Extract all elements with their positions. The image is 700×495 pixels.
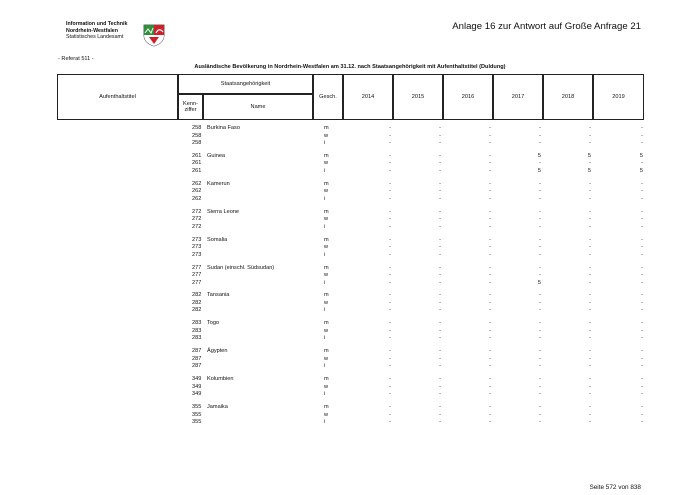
gender-label: i [324, 391, 326, 398]
gender-label: i [324, 140, 326, 146]
value-cell: - [589, 320, 591, 327]
value-cell: - [539, 188, 541, 195]
value-cell: - [489, 279, 491, 286]
country-name: Somalia [207, 236, 228, 243]
value-cell: - [489, 180, 491, 187]
value-cell: - [389, 236, 391, 243]
value-cell: - [439, 167, 441, 174]
value-cell: - [641, 140, 643, 146]
header-staatsangehoerigkeit: Staatsangehörigkeit [178, 74, 313, 94]
value-cell: - [489, 264, 491, 271]
gender-label: m [324, 236, 329, 243]
value-cell: - [439, 411, 441, 418]
country-code: 273 [192, 236, 202, 243]
value-cell: - [539, 363, 541, 370]
value-cell: - [589, 208, 591, 215]
gender-label: m [324, 152, 329, 159]
gender-label: w [324, 272, 329, 278]
value-cell: - [641, 195, 643, 202]
gender-label: m [324, 180, 329, 187]
value-cell: - [439, 251, 441, 258]
header-aufenthaltstitel: Aufenthaltstitel [57, 74, 178, 120]
value-cell: - [539, 125, 541, 131]
gender-label: m [324, 208, 329, 215]
value-cell: - [641, 348, 643, 355]
value-cell: - [489, 140, 491, 146]
value-cell: - [641, 180, 643, 187]
value-cell: - [489, 355, 491, 362]
value-cell: - [489, 335, 491, 342]
org-name [66, 21, 127, 41]
value-cell: - [389, 327, 391, 334]
value-cell: - [439, 419, 441, 425]
gender-label: w [324, 216, 329, 223]
value-cell: - [489, 327, 491, 334]
value-cell: - [589, 391, 591, 398]
value-cell: - [641, 208, 643, 215]
gender-label: w [324, 160, 329, 167]
gender-label: i [324, 363, 326, 370]
value-cell: - [589, 264, 591, 271]
value-cell: - [389, 292, 391, 299]
country-code: 349 [192, 383, 202, 390]
value-cell: - [439, 223, 441, 230]
value-cell: - [641, 335, 643, 342]
value-cell: - [489, 411, 491, 418]
value-cell: - [439, 327, 441, 334]
value-cell: - [589, 279, 591, 286]
value-cell: - [539, 404, 541, 410]
value-cell: - [539, 307, 541, 314]
value-cell: - [641, 216, 643, 223]
value-cell: - [641, 279, 643, 286]
value-cell: - [641, 383, 643, 390]
value-cell: - [641, 355, 643, 362]
country-code: 283 [192, 327, 202, 334]
table-title: Ausländische Bevölkerung in Nordrhein-Westfalen am 31.12. nach Staatsangehörigkeit mit Aufenthaltstitel (Duldung) [194, 64, 506, 70]
gender-label: m [324, 348, 329, 355]
value-cell: - [439, 264, 441, 271]
value-cell: - [489, 132, 491, 139]
page-number: Seite 572 von 838 [589, 484, 641, 491]
value-cell: 5 [537, 152, 541, 159]
value-cell: - [489, 125, 491, 131]
value-cell: 5 [639, 152, 643, 159]
value-cell: 5 [537, 279, 541, 286]
value-cell: - [589, 404, 591, 410]
value-cell: - [439, 348, 441, 355]
country-name: Sudan (einschl. Südsudan) [207, 264, 275, 271]
value-cell: - [489, 188, 491, 195]
value-cell: - [489, 383, 491, 390]
value-cell: - [439, 272, 441, 278]
country-code: 273 [192, 244, 202, 251]
value-cell: - [589, 363, 591, 370]
value-cell: - [439, 376, 441, 383]
value-cell: - [489, 272, 491, 278]
header-year-2019: 2019 [593, 74, 644, 120]
country-code: 262 [192, 180, 202, 187]
value-cell: - [439, 216, 441, 223]
value-cell: - [589, 327, 591, 334]
value-cell: - [539, 140, 541, 146]
value-cell: - [389, 376, 391, 383]
country-code: 272 [192, 208, 202, 215]
value-cell: - [489, 152, 491, 159]
value-cell: - [439, 188, 441, 195]
gender-label: m [324, 125, 329, 131]
value-cell: - [389, 363, 391, 370]
value-cell: - [489, 320, 491, 327]
value-cell: - [439, 335, 441, 342]
value-cell: - [439, 160, 441, 167]
gender-label: i [324, 251, 326, 258]
gender-label: i [324, 419, 326, 425]
value-cell: - [389, 180, 391, 187]
country-name: Kolumbien [207, 376, 234, 383]
value-cell: - [539, 391, 541, 398]
value-cell: - [641, 327, 643, 334]
value-cell: - [641, 223, 643, 230]
value-cell: - [539, 335, 541, 342]
value-cell: - [589, 355, 591, 362]
country-code: 272 [192, 216, 202, 223]
value-cell: - [389, 195, 391, 202]
country-code: 273 [192, 251, 202, 258]
value-cell: - [389, 299, 391, 306]
value-cell: - [489, 419, 491, 425]
value-cell: - [489, 251, 491, 258]
value-cell: - [539, 208, 541, 215]
value-cell: 5 [537, 167, 541, 174]
value-cell: - [489, 299, 491, 306]
value-cell: - [641, 236, 643, 243]
value-cell: - [389, 404, 391, 410]
value-cell: - [439, 292, 441, 299]
header-kennziffer: Kenn- ziffer [178, 94, 203, 120]
value-cell: - [539, 216, 541, 223]
country-name: Jamaika [207, 404, 228, 410]
country-name: Tansania [207, 292, 230, 299]
country-name: Ägypten [207, 348, 228, 355]
value-cell: - [439, 236, 441, 243]
header-year-2018: 2018 [543, 74, 593, 120]
value-cell: - [539, 180, 541, 187]
value-cell: - [641, 125, 643, 131]
value-cell: - [539, 292, 541, 299]
value-cell: - [439, 140, 441, 146]
value-cell: - [539, 411, 541, 418]
country-code: 277 [192, 279, 202, 286]
header-year-2015: 2015 [393, 74, 443, 120]
gender-label: m [324, 320, 329, 327]
value-cell: - [489, 236, 491, 243]
value-cell: - [641, 132, 643, 139]
value-cell: - [641, 376, 643, 383]
value-cell: - [389, 216, 391, 223]
value-cell: - [439, 299, 441, 306]
country-name: Sierra Leone [207, 208, 240, 215]
value-cell: - [489, 244, 491, 251]
country-code: 261 [192, 152, 202, 159]
country-code: 262 [192, 195, 202, 202]
value-cell: - [539, 272, 541, 278]
value-cell: - [389, 160, 391, 167]
value-cell: - [439, 125, 441, 131]
value-cell: - [489, 167, 491, 174]
value-cell: - [641, 320, 643, 327]
value-cell: - [389, 223, 391, 230]
value-cell: - [489, 348, 491, 355]
value-cell: - [439, 208, 441, 215]
value-cell: - [489, 376, 491, 383]
value-cell: - [489, 292, 491, 299]
value-cell: - [641, 272, 643, 278]
value-cell: - [439, 363, 441, 370]
value-cell: - [641, 264, 643, 271]
value-cell: - [439, 180, 441, 187]
value-cell: - [439, 152, 441, 159]
org-line-2: Nordrhein-Westfalen [66, 27, 118, 34]
country-code: 349 [192, 391, 202, 398]
value-cell: - [589, 348, 591, 355]
country-code: 272 [192, 223, 202, 230]
gender-label: w [324, 299, 329, 306]
value-cell: - [539, 327, 541, 334]
country-code: 355 [192, 419, 202, 425]
value-cell: - [389, 140, 391, 146]
header-gesch: Gesch. [313, 74, 343, 120]
value-cell: - [389, 251, 391, 258]
gender-label: i [324, 195, 326, 202]
value-cell: - [589, 292, 591, 299]
country-code: 282 [192, 292, 202, 299]
value-cell: - [589, 216, 591, 223]
value-cell: - [641, 299, 643, 306]
country-code: 282 [192, 307, 202, 314]
value-cell: - [641, 244, 643, 251]
country-code: 283 [192, 320, 202, 327]
gender-label: w [324, 355, 329, 362]
header-year-2016: 2016 [443, 74, 493, 120]
value-cell: - [389, 264, 391, 271]
value-cell: - [489, 404, 491, 410]
gender-label: m [324, 292, 329, 299]
value-cell: - [489, 208, 491, 215]
value-cell: - [389, 411, 391, 418]
value-cell: - [589, 132, 591, 139]
value-cell: - [489, 223, 491, 230]
gender-label: i [324, 223, 326, 230]
country-code: 287 [192, 363, 202, 370]
value-cell: - [389, 320, 391, 327]
value-cell: - [389, 348, 391, 355]
value-cell: - [641, 411, 643, 418]
org-line-3: Statistisches Landesamt [66, 34, 124, 41]
value-cell: - [589, 236, 591, 243]
gender-label: w [324, 411, 329, 418]
value-cell: - [439, 404, 441, 410]
value-cell: - [389, 383, 391, 390]
value-cell: - [489, 391, 491, 398]
value-cell: - [539, 383, 541, 390]
country-code: 287 [192, 355, 202, 362]
value-cell: - [589, 251, 591, 258]
value-cell: - [539, 236, 541, 243]
gender-label: w [324, 327, 329, 334]
value-cell: - [589, 383, 591, 390]
gender-label: i [324, 307, 326, 314]
value-cell: - [539, 132, 541, 139]
value-cell: - [539, 251, 541, 258]
value-cell: - [439, 244, 441, 251]
value-cell: 5 [587, 152, 591, 159]
value-cell: - [389, 152, 391, 159]
value-cell: - [439, 132, 441, 139]
value-cell: - [539, 264, 541, 271]
value-cell: - [589, 419, 591, 425]
value-cell: - [389, 419, 391, 425]
value-cell: - [439, 279, 441, 286]
country-code: 355 [192, 404, 202, 410]
value-cell: - [539, 419, 541, 425]
value-cell: - [641, 292, 643, 299]
value-cell: - [389, 355, 391, 362]
value-cell: - [539, 355, 541, 362]
value-cell: - [439, 320, 441, 327]
value-cell: - [641, 363, 643, 370]
country-code: 262 [192, 188, 202, 195]
table-header [57, 74, 644, 120]
value-cell: - [641, 419, 643, 425]
value-cell: - [489, 195, 491, 202]
value-cell: - [589, 125, 591, 131]
country-name: Togo [207, 320, 220, 327]
value-cell: - [489, 363, 491, 370]
country-name: Kamerun [207, 180, 230, 187]
value-cell: - [539, 244, 541, 251]
value-cell: - [589, 335, 591, 342]
value-cell: - [389, 188, 391, 195]
value-cell: - [389, 125, 391, 131]
value-cell: - [641, 307, 643, 314]
value-cell: - [389, 335, 391, 342]
value-cell: - [589, 411, 591, 418]
value-cell: - [539, 320, 541, 327]
value-cell: - [589, 140, 591, 146]
country-code: 261 [192, 167, 202, 174]
value-cell: - [641, 391, 643, 398]
value-cell: - [439, 391, 441, 398]
gender-label: m [324, 404, 329, 410]
country-code: 349 [192, 376, 202, 383]
value-cell: - [589, 272, 591, 278]
value-cell: - [641, 188, 643, 195]
gender-label: w [324, 244, 329, 251]
value-cell: - [641, 160, 643, 167]
value-cell: - [539, 299, 541, 306]
value-cell: - [539, 376, 541, 383]
gender-label: i [324, 279, 326, 286]
country-code: 283 [192, 335, 202, 342]
country-code: 258 [192, 125, 202, 131]
country-code: 258 [192, 140, 202, 146]
header-name: Name [203, 94, 313, 120]
country-code: 287 [192, 348, 202, 355]
value-cell: - [539, 195, 541, 202]
country-code: 277 [192, 264, 202, 271]
value-cell: - [539, 223, 541, 230]
value-cell: - [589, 244, 591, 251]
value-cell: - [589, 223, 591, 230]
value-cell: - [439, 383, 441, 390]
value-cell: - [389, 272, 391, 278]
country-code: 355 [192, 411, 202, 418]
document-label: Anlage 16 zur Antwort auf Große Anfrage 21 [452, 21, 641, 32]
value-cell: 5 [639, 167, 643, 174]
gender-label: m [324, 264, 329, 271]
gender-label: w [324, 383, 329, 390]
value-cell: - [589, 376, 591, 383]
value-cell: - [539, 348, 541, 355]
value-cell: - [589, 160, 591, 167]
gender-label: w [324, 188, 329, 195]
value-cell: - [439, 355, 441, 362]
gender-label: w [324, 132, 329, 139]
country-code: 261 [192, 160, 202, 167]
header-year-2014: 2014 [343, 74, 393, 120]
referat-label: - Referat 511 - [58, 56, 94, 62]
country-name: Burkina Faso [207, 125, 240, 131]
value-cell: - [489, 216, 491, 223]
value-cell: - [589, 299, 591, 306]
value-cell: - [389, 208, 391, 215]
nrw-coat-of-arms-icon [142, 23, 166, 47]
value-cell: - [389, 279, 391, 286]
country-code: 282 [192, 299, 202, 306]
value-cell: - [489, 307, 491, 314]
value-cell: - [489, 160, 491, 167]
country-code: 258 [192, 132, 202, 139]
country-code: 277 [192, 272, 202, 278]
value-cell: - [589, 307, 591, 314]
value-cell: - [589, 180, 591, 187]
value-cell: - [641, 251, 643, 258]
value-cell: - [389, 307, 391, 314]
value-cell: - [439, 307, 441, 314]
value-cell: - [389, 167, 391, 174]
value-cell: - [389, 132, 391, 139]
gender-label: i [324, 167, 326, 174]
value-cell: 5 [587, 167, 591, 174]
org-line-1: Information und Technik [66, 21, 128, 27]
gender-label: m [324, 376, 329, 383]
value-cell: - [539, 160, 541, 167]
value-cell: - [439, 195, 441, 202]
value-cell: - [389, 391, 391, 398]
value-cell: - [589, 188, 591, 195]
value-cell: - [589, 195, 591, 202]
header-year-2017: 2017 [493, 74, 543, 120]
country-name: Guinea [207, 152, 226, 159]
gender-label: i [324, 335, 326, 342]
value-cell: - [389, 244, 391, 251]
value-cell: - [641, 404, 643, 410]
